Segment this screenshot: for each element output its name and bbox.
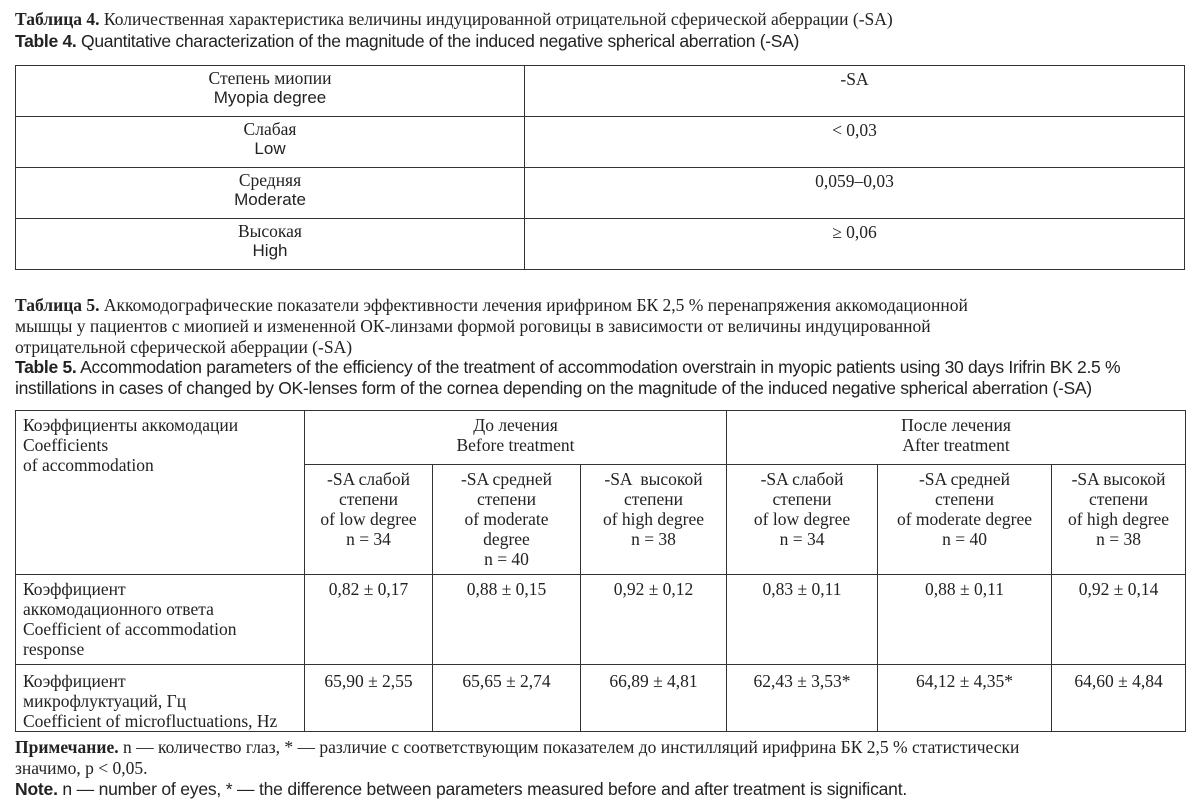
row-label-en: Coefficient of accommodation xyxy=(23,619,237,639)
subheader-n: n = 34 xyxy=(779,529,825,549)
subheader-ru: -SA слабой xyxy=(327,469,410,489)
note-label: Примечание. xyxy=(15,737,119,757)
subheader-n: n = 38 xyxy=(631,529,676,549)
value-cell: 65,90 ± 2,55 xyxy=(305,665,433,732)
table-row xyxy=(16,665,1186,732)
subheader-en: degree xyxy=(483,529,530,549)
row-label-ru: Высокая xyxy=(237,221,302,241)
header-sa xyxy=(525,66,1185,117)
table-4 xyxy=(15,65,1185,270)
note-text: n — number of eyes, * — the difference between parameters measured before and after treatment is significant. xyxy=(57,779,908,799)
row-label-ru: микрофлуктуаций, Гц xyxy=(23,691,187,711)
subheader-n: n = 38 xyxy=(1096,529,1141,549)
value-cell: 0,92 ± 0,12 xyxy=(581,575,727,665)
header-en: Myopia degree xyxy=(213,88,327,107)
subheader-ru: степени xyxy=(476,489,537,509)
subheader-ru: степени xyxy=(934,489,995,509)
value-text: 0,059–0,03 xyxy=(815,171,894,191)
corner-en: of accommodation xyxy=(23,455,154,475)
caption-line: instillations in cases of changed by OK-lenses form of the cornea depending on the magnitude of the induced negative spherical aberration (-SA) xyxy=(15,378,1092,398)
note-line xyxy=(15,737,1185,758)
row-value xyxy=(525,219,1185,270)
value-cell: 62,43 ± 3,53* xyxy=(727,665,878,732)
note-en xyxy=(15,779,1185,800)
row-label xyxy=(16,219,525,270)
value-cell: 65,65 ± 2,74 xyxy=(433,665,581,732)
row-value xyxy=(525,117,1185,168)
table-row xyxy=(16,575,1186,665)
subheader-ru: -SA средней xyxy=(460,469,553,489)
row-label-ru: аккомодационного ответа xyxy=(23,599,214,619)
table5-caption-ru xyxy=(15,295,1185,358)
table-header-row xyxy=(16,66,1185,117)
group-after-treatment xyxy=(727,411,1186,465)
table-row xyxy=(16,219,1185,270)
note-line: значимо, p < 0,05. xyxy=(15,758,148,778)
caption-label: Таблица 5. xyxy=(15,295,100,315)
subheader-cell xyxy=(727,465,878,575)
subheader-ru: степени xyxy=(772,489,832,509)
value-cell: 64,12 ± 4,35* xyxy=(878,665,1052,732)
header-ru: Степень миопии xyxy=(208,68,332,88)
corner-ru: Коэффициенты аккомодации xyxy=(23,415,239,435)
row-label-ru: Коэффициент xyxy=(23,671,126,691)
row-label-en: Moderate xyxy=(234,190,306,209)
caption-text: Аккомодографические показатели эффективности лечения ирифрином БК 2,5 % перенапряжения аккомодационной xyxy=(99,295,968,315)
caption-text: Accommodation parameters of the efficiency of the treatment of accommodation overstrain in myopic patients using 30 days Irifrin BK 2.5 % xyxy=(76,357,1121,377)
subheader-en: of low degree xyxy=(320,509,417,529)
value-cell: 0,92 ± 0,14 xyxy=(1052,575,1186,665)
subheader-n: n = 40 xyxy=(484,549,529,569)
row-label-ru: Средняя xyxy=(238,170,302,190)
table-5 xyxy=(15,410,1186,732)
subheader-en: of moderate degree xyxy=(896,509,1033,529)
row-label xyxy=(16,665,305,732)
group-en: After treatment xyxy=(902,435,1010,455)
caption-line: мышцы у пациентов с миопией и измененной ОК-линзами формой роговицы в зависимости от величины индуцированной xyxy=(15,316,931,336)
subheader-en: of high degree xyxy=(602,509,705,529)
caption-line xyxy=(15,357,1185,378)
row-label-ru: Коэффициент xyxy=(23,579,126,599)
group-before-treatment xyxy=(305,411,727,465)
table4-caption-en xyxy=(15,31,1185,52)
value-cell: 66,89 ± 4,81 xyxy=(581,665,727,732)
caption-line xyxy=(15,295,1185,316)
row-label xyxy=(16,168,525,219)
caption-label: Table 4. xyxy=(15,31,77,51)
value-cell: 0,88 ± 0,11 xyxy=(878,575,1052,665)
value-text: ≥ 0,06 xyxy=(832,222,877,242)
subheader-en: of low degree xyxy=(753,509,851,529)
value-cell: 0,88 ± 0,15 xyxy=(433,575,581,665)
header-sa-label: -SA xyxy=(840,69,869,89)
corner-header xyxy=(16,411,305,575)
row-label-en: Coefficient of microfluctuations, Hz xyxy=(23,711,278,731)
value-cell: 0,83 ± 0,11 xyxy=(727,575,878,665)
subheader-cell xyxy=(305,465,433,575)
row-label xyxy=(16,117,525,168)
subheader-ru: степени xyxy=(338,489,399,509)
caption-label: Таблица 4. xyxy=(15,9,100,29)
header-myopia-degree xyxy=(16,66,525,117)
row-label-en: High xyxy=(252,241,288,260)
table4-caption-ru xyxy=(15,9,1185,30)
value-cell: 64,60 ± 4,84 xyxy=(1052,665,1186,732)
row-label xyxy=(16,575,305,665)
table-row xyxy=(16,117,1185,168)
note-ru xyxy=(15,737,1185,779)
caption-text: Количественная характеристика величины индуцированной отрицательной сферической аберрации (-SA) xyxy=(99,9,893,29)
subheader-ru: -SA высокой xyxy=(604,469,703,489)
value-cell: 0,82 ± 0,17 xyxy=(305,575,433,665)
group-ru: До лечения xyxy=(473,415,558,435)
table-row xyxy=(16,168,1185,219)
subheader-ru: -SA высокой xyxy=(1071,469,1166,489)
row-label-en: Low xyxy=(254,139,286,158)
corner-en: Coefficients xyxy=(23,435,109,455)
note-text: n — количество глаз, * — различие с соответствующим показателем до инстилляций ирифрина БК 2,5 % статистически xyxy=(118,737,1020,757)
caption-line: отрицательной сферической аберрации (-SA) xyxy=(15,337,353,357)
subheader-n: n = 40 xyxy=(942,529,987,549)
table5-caption-en xyxy=(15,357,1185,399)
subheader-ru: степени xyxy=(623,489,684,509)
row-value xyxy=(525,168,1185,219)
subheader-cell xyxy=(878,465,1052,575)
caption-text: Quantitative characterization of the magnitude of the induced negative spherical aberration (-SA) xyxy=(76,31,800,51)
subheader-cell xyxy=(581,465,727,575)
subheader-n: n = 34 xyxy=(346,529,391,549)
group-en: Before treatment xyxy=(456,435,575,455)
row-label-en: response xyxy=(23,639,85,659)
row-label-ru: Слабая xyxy=(243,119,297,139)
subheader-en: of moderate xyxy=(464,509,549,529)
subheader-ru: -SA слабой xyxy=(760,469,844,489)
note-label: Note. xyxy=(15,779,58,799)
caption-label: Table 5. xyxy=(15,357,77,377)
subheader-ru: степени xyxy=(1089,489,1149,509)
subheader-ru: -SA средней xyxy=(918,469,1011,489)
subheader-cell xyxy=(1052,465,1186,575)
group-header-row xyxy=(16,411,1186,465)
value-text: < 0,03 xyxy=(832,120,877,140)
group-ru: После лечения xyxy=(901,415,1011,435)
subheader-cell xyxy=(433,465,581,575)
subheader-en: of high degree xyxy=(1067,509,1170,529)
